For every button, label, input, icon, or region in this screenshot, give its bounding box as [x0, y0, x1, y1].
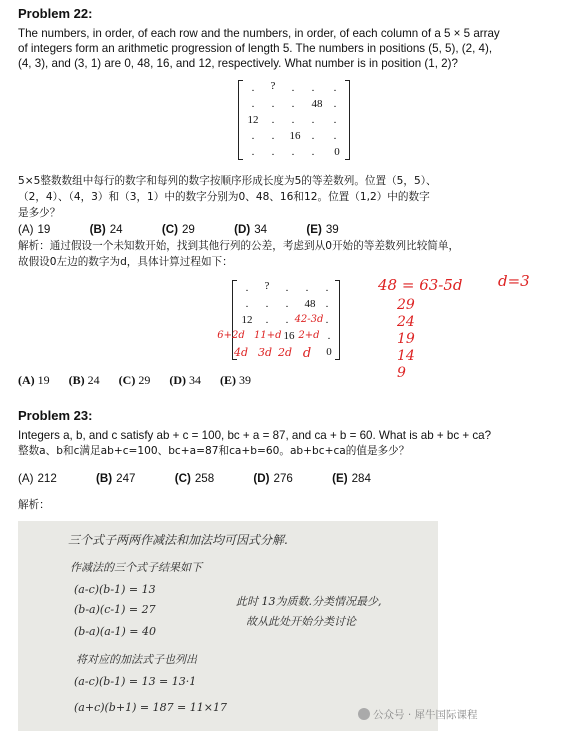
matrix-cell: .: [285, 282, 289, 294]
choice-e: [220, 373, 251, 387]
choice-value: 19: [37, 373, 50, 387]
choice-letter: (C): [174, 472, 191, 485]
matrix-cell: .: [291, 146, 295, 158]
handwritten-equation: 48 = 63-5d: [378, 276, 463, 294]
choice-value: 34: [189, 373, 202, 387]
choice-value: 19: [37, 223, 51, 236]
text-line: 解析：通过假设一个未知数开始，找到其他行列的公差，考虑到从0开始的等差数列比较简单，: [18, 240, 460, 252]
matrix-cell: .: [251, 82, 255, 94]
problem-23-solution-label: 解析：: [18, 499, 50, 511]
photo-line: (b-a)(a-1) = 40: [74, 625, 156, 638]
matrix-cell: .: [333, 98, 337, 110]
choice-value: 29: [181, 223, 195, 236]
matrix-cell: .: [285, 314, 289, 326]
problem-22-choices: [18, 222, 375, 237]
matrix-cell: 0: [326, 346, 332, 358]
choice-letter: (D): [234, 223, 251, 236]
matrix-cell: 16: [289, 130, 301, 142]
choice-value: 34: [254, 223, 268, 236]
problem-22-solution-text: [18, 238, 558, 270]
matrix-cell: .: [291, 82, 295, 94]
matrix-cell: 48: [311, 98, 323, 110]
choice-c: [162, 223, 213, 236]
matrix-cell: .: [271, 130, 275, 142]
choice-value: 276: [273, 472, 293, 485]
handwritten-value: 19: [397, 331, 415, 347]
handwritten-value: 14: [397, 348, 415, 364]
matrix-cell: .: [251, 146, 255, 158]
choice-d: [234, 223, 285, 236]
matrix-cell: .: [325, 314, 329, 326]
photo-line: 将对应的加法式子也列出: [76, 653, 197, 666]
choice-a: [18, 472, 75, 485]
photo-line: 此时 13为质数.分类情况最少,: [236, 595, 382, 608]
choice-e: [332, 472, 389, 485]
matrix-cell: .: [251, 98, 255, 110]
text-line: （2，4）、（4，3）和（3，1）中的数字分别为0、48、16和12。位置（1,2）中的数字: [18, 191, 430, 203]
choice-letter: (C): [118, 373, 136, 387]
matrix-cell: 16: [283, 330, 295, 342]
matrix-cell: .: [251, 130, 255, 142]
matrix-cell-handwritten: 11+d: [254, 330, 282, 341]
matrix-cell-handwritten: 3d: [257, 346, 273, 359]
text-line: 是多少？: [18, 207, 61, 219]
photo-line: 三个式子两两作减法和加法均可因式分解.: [68, 533, 288, 547]
problem-23-chinese-text: 整数a、b和c满足ab+c=100、bc+a=87和ca+b=60。ab+bc+ca的值是多少？: [18, 445, 410, 457]
photo-line: (a+c)(b+1) = 187 = 11×17: [74, 701, 227, 714]
matrix-cell: ?: [264, 280, 270, 292]
photo-line: (b-a)(c-1) = 27: [74, 603, 156, 616]
choice-letter: (B): [89, 223, 106, 236]
wechat-icon: [358, 708, 370, 720]
problem-23-choices: [18, 471, 407, 486]
solution-matrix: [217, 280, 340, 361]
text-line: 5×5整数数组中每行的数字和每列的数字按顺序形成长度为5的等差数列。位置（5，5）、: [18, 175, 437, 187]
choice-letter: (E): [306, 223, 322, 236]
problem-22-matrix: [238, 80, 350, 160]
matrix-cell: .: [305, 282, 309, 294]
problem-22-title: Problem 22:: [18, 6, 93, 21]
watermark: [358, 707, 478, 722]
choice-e: [306, 223, 356, 236]
choice-letter: (A): [18, 223, 34, 236]
matrix-cell: 48: [304, 298, 316, 310]
choice-b: [90, 223, 141, 236]
matrix-cell: .: [271, 98, 275, 110]
choice-value: 258: [194, 472, 215, 485]
choice-d: [253, 472, 310, 485]
text-line: 故假设0左边的数字为d，具体计算过程如下：: [18, 256, 233, 268]
choice-letter: (C): [161, 223, 178, 236]
matrix-cell: .: [311, 146, 315, 158]
matrix-cell: .: [311, 130, 315, 142]
matrix-cell-handwritten: d: [302, 346, 312, 361]
text-line: of integers form an arithmetic progression of length 5. The numbers in positions (5, 5), (2, 4),: [18, 42, 493, 55]
matrix-cell: .: [333, 82, 337, 94]
matrix-cell: 0: [334, 146, 340, 158]
choice-c: [119, 373, 151, 387]
matrix-cell: .: [291, 98, 295, 110]
handwritten-column: [397, 297, 415, 382]
matrix-cell: .: [285, 298, 289, 310]
photo-line: (a-c)(b-1) = 13 = 13·1: [74, 675, 197, 688]
choice-d: [169, 373, 201, 387]
handwritten-value: 29: [397, 297, 415, 313]
choice-letter: (E): [332, 472, 348, 485]
photo-line: 作减法的三个式子结果如下: [70, 561, 202, 574]
handwritten-solution-photo: [18, 521, 438, 731]
choice-value: 39: [325, 223, 339, 236]
solution-choices: [18, 373, 267, 388]
matrix-cell: .: [265, 298, 269, 310]
choice-letter: (D): [253, 472, 270, 485]
choice-value: 24: [109, 223, 123, 236]
matrix-cell-handwritten: 6+2d: [217, 330, 245, 341]
photo-line: 故从此处开始分类讨论: [246, 615, 356, 628]
matrix-cell: ?: [270, 80, 276, 92]
choice-letter: (A): [18, 373, 35, 387]
matrix-cell: 12: [247, 114, 259, 126]
matrix-cell: .: [333, 114, 337, 126]
matrix-cell-handwritten: 2d: [277, 346, 293, 359]
choice-letter: (B): [68, 373, 85, 387]
problem-22-english-text: [18, 26, 558, 71]
matrix-cell: .: [271, 146, 275, 158]
choice-letter: (E): [220, 373, 237, 387]
matrix-cell: 12: [241, 314, 253, 326]
choice-value: 284: [351, 472, 371, 485]
choice-value: 247: [116, 472, 136, 485]
text-line: The numbers, in order, of each row and the numbers, in order, of each column of a 5 × 5 array: [18, 27, 500, 40]
choice-b: [69, 373, 100, 387]
photo-line: (a-c)(b-1) = 13: [74, 583, 156, 596]
matrix-cell: .: [311, 82, 315, 94]
matrix-cell: .: [311, 114, 315, 126]
text-line: (4, 3), and (3, 1) are 0, 48, 16, and 12, respectively. What number is in position (1, 2)?: [18, 57, 458, 70]
matrix-cell: .: [333, 130, 337, 142]
handwritten-result: d=3: [498, 272, 530, 290]
choice-value: 29: [138, 373, 151, 387]
watermark-text: 公众号 · 犀牛国际课程: [373, 709, 478, 721]
choice-letter: (A): [18, 472, 34, 485]
matrix-cell-handwritten: 4d: [233, 346, 249, 359]
problem-23-title: Problem 23:: [18, 408, 93, 423]
matrix-cell: .: [265, 314, 269, 326]
choice-a: [18, 223, 68, 236]
matrix-cell: .: [291, 114, 295, 126]
choice-letter: (B): [96, 472, 113, 485]
choice-a: [18, 373, 50, 387]
matrix-cell-handwritten: 2+d: [298, 330, 320, 341]
matrix-cell: .: [271, 114, 275, 126]
problem-23-english-text: Integers a, b, and c satisfy ab + c = 100, bc + a = 87, and ca + b = 60. What is ab + bc + ca?: [18, 429, 492, 442]
matrix-cell-handwritten: 42-3d: [294, 314, 324, 325]
choice-c: [175, 472, 232, 485]
handwritten-value: 24: [397, 314, 415, 330]
matrix-cell: .: [327, 330, 331, 342]
handwritten-value: 9: [397, 365, 406, 381]
choice-letter: (D): [169, 373, 187, 387]
matrix-cell: .: [325, 282, 329, 294]
matrix-cell: .: [325, 298, 329, 310]
problem-22-chinese-text: [18, 173, 558, 221]
matrix-cell: .: [245, 298, 249, 310]
choice-value: 39: [239, 373, 252, 387]
choice-value: 24: [87, 373, 100, 387]
choice-value: 212: [37, 472, 57, 485]
matrix-cell: .: [245, 282, 249, 294]
choice-b: [96, 472, 153, 485]
